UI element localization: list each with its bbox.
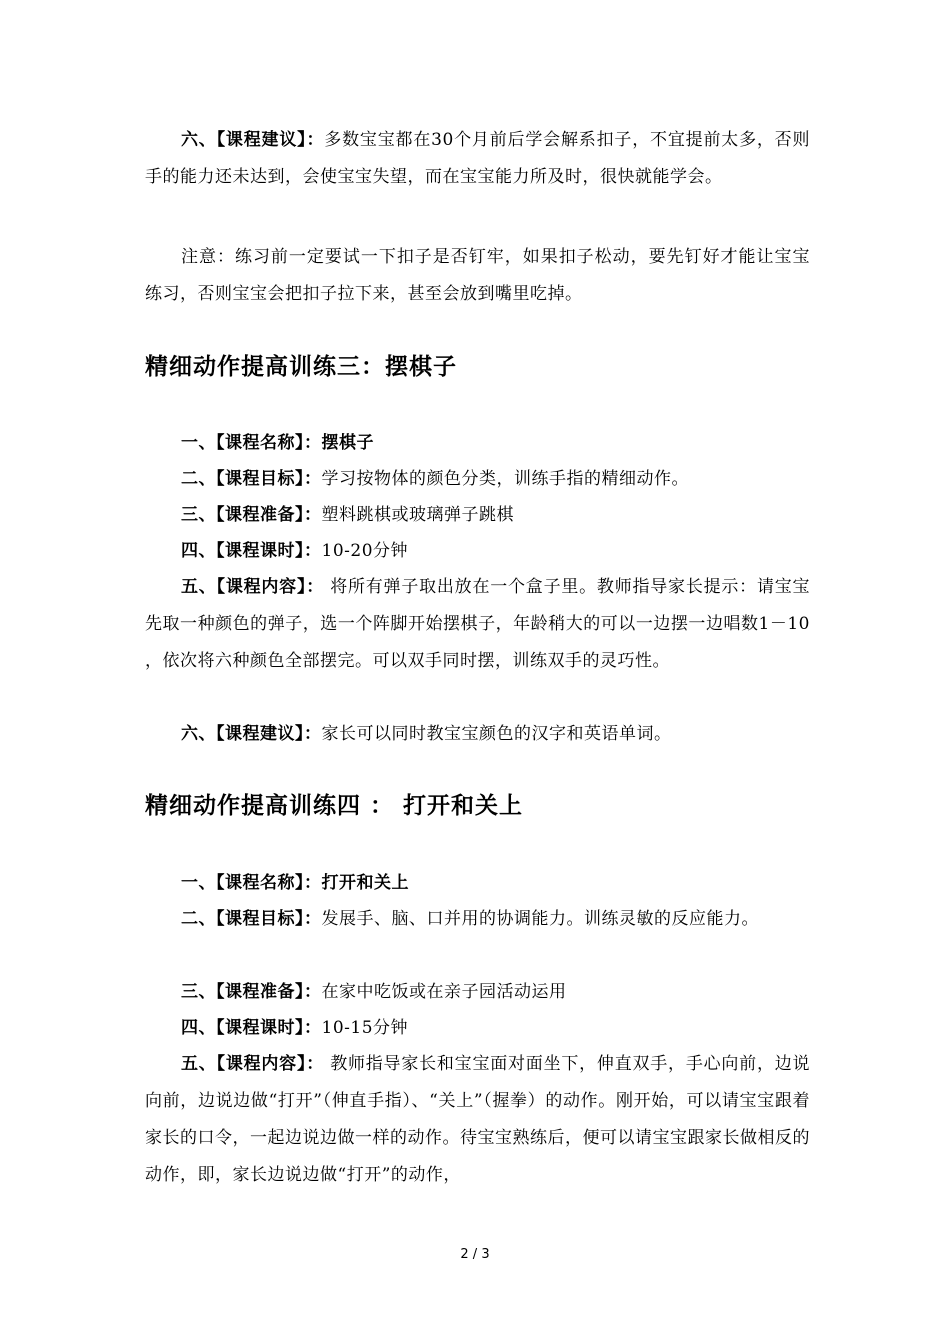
section3-item-name (145, 425, 810, 462)
section4-item-duration (145, 1010, 810, 1047)
item-label: 五、【课程内容】： (181, 1054, 325, 1074)
item-label: 四、【课程课时】： (181, 541, 322, 561)
item-text: 教师指导家长和宝宝面对面坐下，伸直双手，手心向前，边说向前，边说边做“打开”（伸直手指）、“关上”（握拳）的动作。刚开始，可以请宝宝跟着家长的口令，一起边说边做一样的动作。待宝宝熟练后，便可以请宝宝跟家长做相反的动作，即，家长边说边做“打开”的动作， (145, 1054, 811, 1185)
item-label: 四、【课程课时】： (181, 1018, 322, 1038)
section3-item-goal (145, 461, 810, 498)
section4-item-prep (145, 974, 810, 1011)
course-suggestion-text: 多数宝宝都在30个月前后学会解系扣子，不宜提前太多，否则手的能力还未达到，会使宝宝失望，而在宝宝能力所及时，很快就能学会。 (145, 130, 810, 187)
item-label: 三、【课程准备】： (181, 982, 322, 1002)
item-label: 五、【课程内容】： (181, 577, 325, 597)
item-text: 10-15分钟 (321, 1018, 409, 1038)
item-text: 摆棋子 (321, 433, 374, 453)
item-text: 家长可以同时教宝宝颜色的汉字和英语单词。 (321, 724, 672, 744)
section3-item-prep (145, 497, 810, 534)
item-label: 一、【课程名称】： (181, 873, 322, 893)
course-suggestion-paragraph (145, 122, 810, 196)
item-label: 二、【课程目标】： (181, 469, 322, 489)
item-text: 打开和关上 (321, 873, 409, 893)
item-label: 六、【课程建议】： (181, 724, 322, 744)
section4-item-name (145, 865, 810, 902)
item-label: 一、【课程名称】： (181, 433, 322, 453)
section4-item-goal (145, 901, 810, 938)
item-text: 塑料跳棋或玻璃弹子跳棋 (321, 505, 514, 525)
course-suggestion-label: 六、【课程建议】： (181, 130, 325, 150)
section3-item-content (145, 569, 810, 680)
item-text: 在家中吃饭或在亲子园活动运用 (321, 982, 567, 1002)
section3-item-suggestion (145, 716, 810, 753)
section3-heading: 精细动作提高训练三：摆棋子 (145, 354, 457, 380)
section3-item-duration (145, 533, 810, 570)
item-label: 三、【课程准备】： (181, 505, 322, 525)
item-text: 10-20分钟 (321, 541, 409, 561)
item-text: 将所有弹子取出放在一个盒子里。教师指导家长提示：请宝宝先取一种颜色的弹子，选一个阵脚开始摆棋子，年龄稍大的可以一边摆一边唱数1－10 ，依次将六种颜色全部摆完。可以双手同时摆，训练双手的灵巧性。 (145, 577, 811, 671)
section4-item-content (145, 1046, 810, 1194)
item-text: 学习按物体的颜色分类，训练手指的精细动作。 (321, 469, 689, 489)
section4-heading: 精细动作提高训练四 ： 打开和关上 (145, 793, 524, 819)
item-text: 发展手、脑、口并用的协调能力。训练灵敏的反应能力。 (321, 909, 759, 929)
page-number: 2 / 3 (460, 1247, 490, 1262)
item-label: 二、【课程目标】： (181, 909, 322, 929)
note-paragraph: 注意：练习前一定要试一下扣子是否钉牢，如果扣子松动，要先钉好才能让宝宝练习，否则宝宝会把扣子拉下来，甚至会放到嘴里吃掉。 (145, 247, 810, 304)
